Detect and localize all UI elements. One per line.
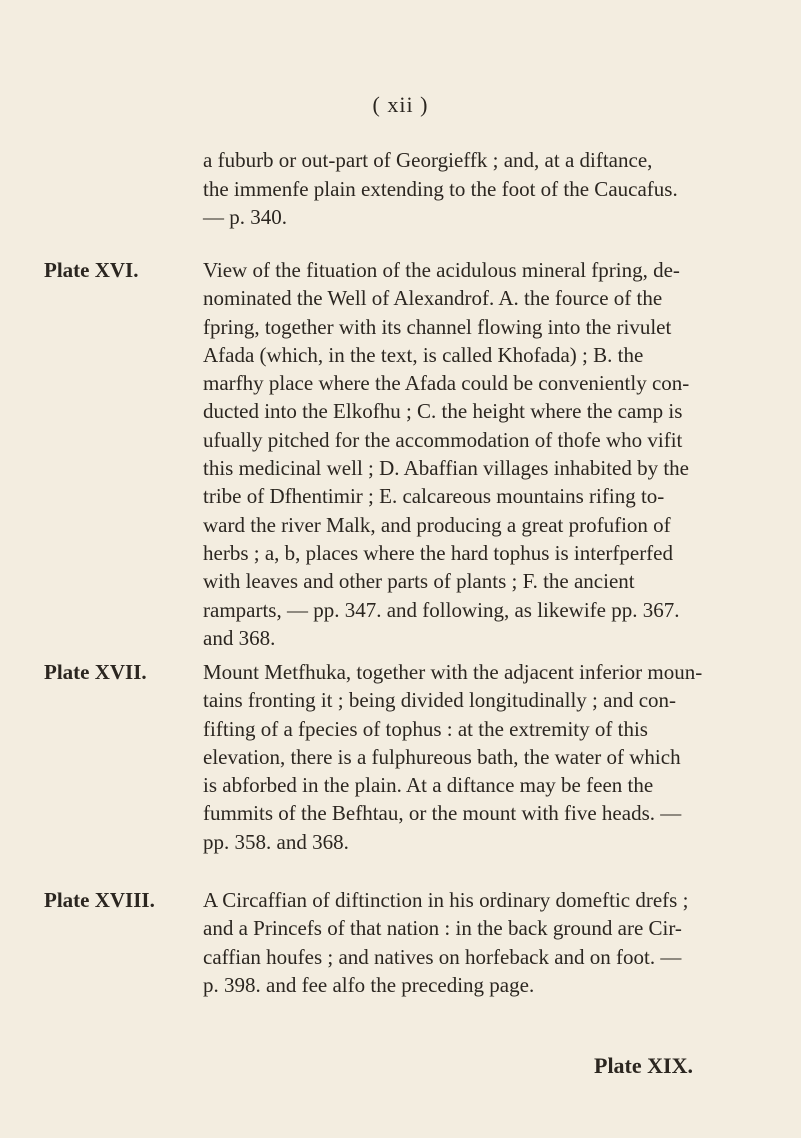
text-line: marfhy place where the Afada could be conveniently con-: [203, 371, 690, 396]
text-line: ufually pitched for the accommodation of thofe who vifit: [203, 427, 683, 452]
text-line: ducted into the Elkofhu ; C. the height where the camp is: [203, 399, 683, 424]
text-line: caffian houfes ; and natives on horfeback and on foot. —: [203, 944, 682, 969]
text-line: p. 398. and fee alfo the preceding page.: [203, 972, 535, 997]
text-line: pp. 358. and 368.: [203, 829, 349, 854]
text-line: fpring, together with its channel flowing into the rivulet: [203, 314, 672, 339]
text-line: fummits of the Befhtau, or the mount with five heads. —: [203, 801, 682, 826]
plate-description: [203, 658, 733, 856]
plate-label: Plate XVI.: [44, 258, 139, 282]
text-line: ramparts, — pp. 347. and following, as likewife pp. 367.: [203, 597, 680, 622]
text-line: this medicinal well ; D. Abaffian villages inhabited by the: [203, 456, 690, 481]
text-line: View of the fituation of the acidulous mineral fpring, de-: [203, 258, 680, 282]
text-line: ward the river Malk, and producing a great profufion of: [203, 512, 671, 537]
text-line: tains fronting it ; being divided longitudinally ; and con-: [203, 688, 677, 713]
plate-description: [203, 256, 733, 652]
text-line: with leaves and other parts of plants ; F. the ancient: [203, 569, 635, 594]
continuation-text: [203, 146, 733, 232]
text-line: — p. 340.: [203, 205, 287, 229]
text-line: and a Princefs of that nation : in the back ground are Cir-: [203, 916, 682, 941]
text-line: a fuburb or out-part of Georgieffk ; and, at a diftance,: [203, 148, 653, 172]
text-line: Mount Metfhuka, together with the adjacent inferior moun-: [203, 660, 703, 684]
catchword: Plate XIX.: [594, 1053, 693, 1078]
text-line: nominated the Well of Alexandrof. A. the fource of the: [203, 286, 663, 311]
plate-label: Plate XVIII.: [44, 888, 155, 912]
text-line: elevation, there is a fulphureous bath, the water of which: [203, 744, 681, 769]
text-line: and 368.: [203, 625, 276, 650]
text-line: A Circaffian of diftinction in his ordinary domeftic drefs ;: [203, 888, 689, 912]
page-number: ( xii ): [372, 92, 429, 117]
text-line: fifting of a fpecies of tophus : at the extremity of this: [203, 716, 648, 741]
plate-description: [203, 886, 733, 999]
text-line: herbs ; a, b, places where the hard tophus is interfperfed: [203, 540, 673, 565]
text-line: tribe of Dfhentimir ; E. calcareous mountains rifing to-: [203, 484, 665, 509]
text-line: is abforbed in the plain. At a diftance may be feen the: [203, 773, 654, 798]
text-line: Afada (which, in the text, is called Khofada) ; B. the: [203, 342, 644, 367]
text-line: the immenfe plain extending to the foot of the Caucafus.: [203, 176, 678, 201]
plate-label: Plate XVII.: [44, 660, 147, 684]
